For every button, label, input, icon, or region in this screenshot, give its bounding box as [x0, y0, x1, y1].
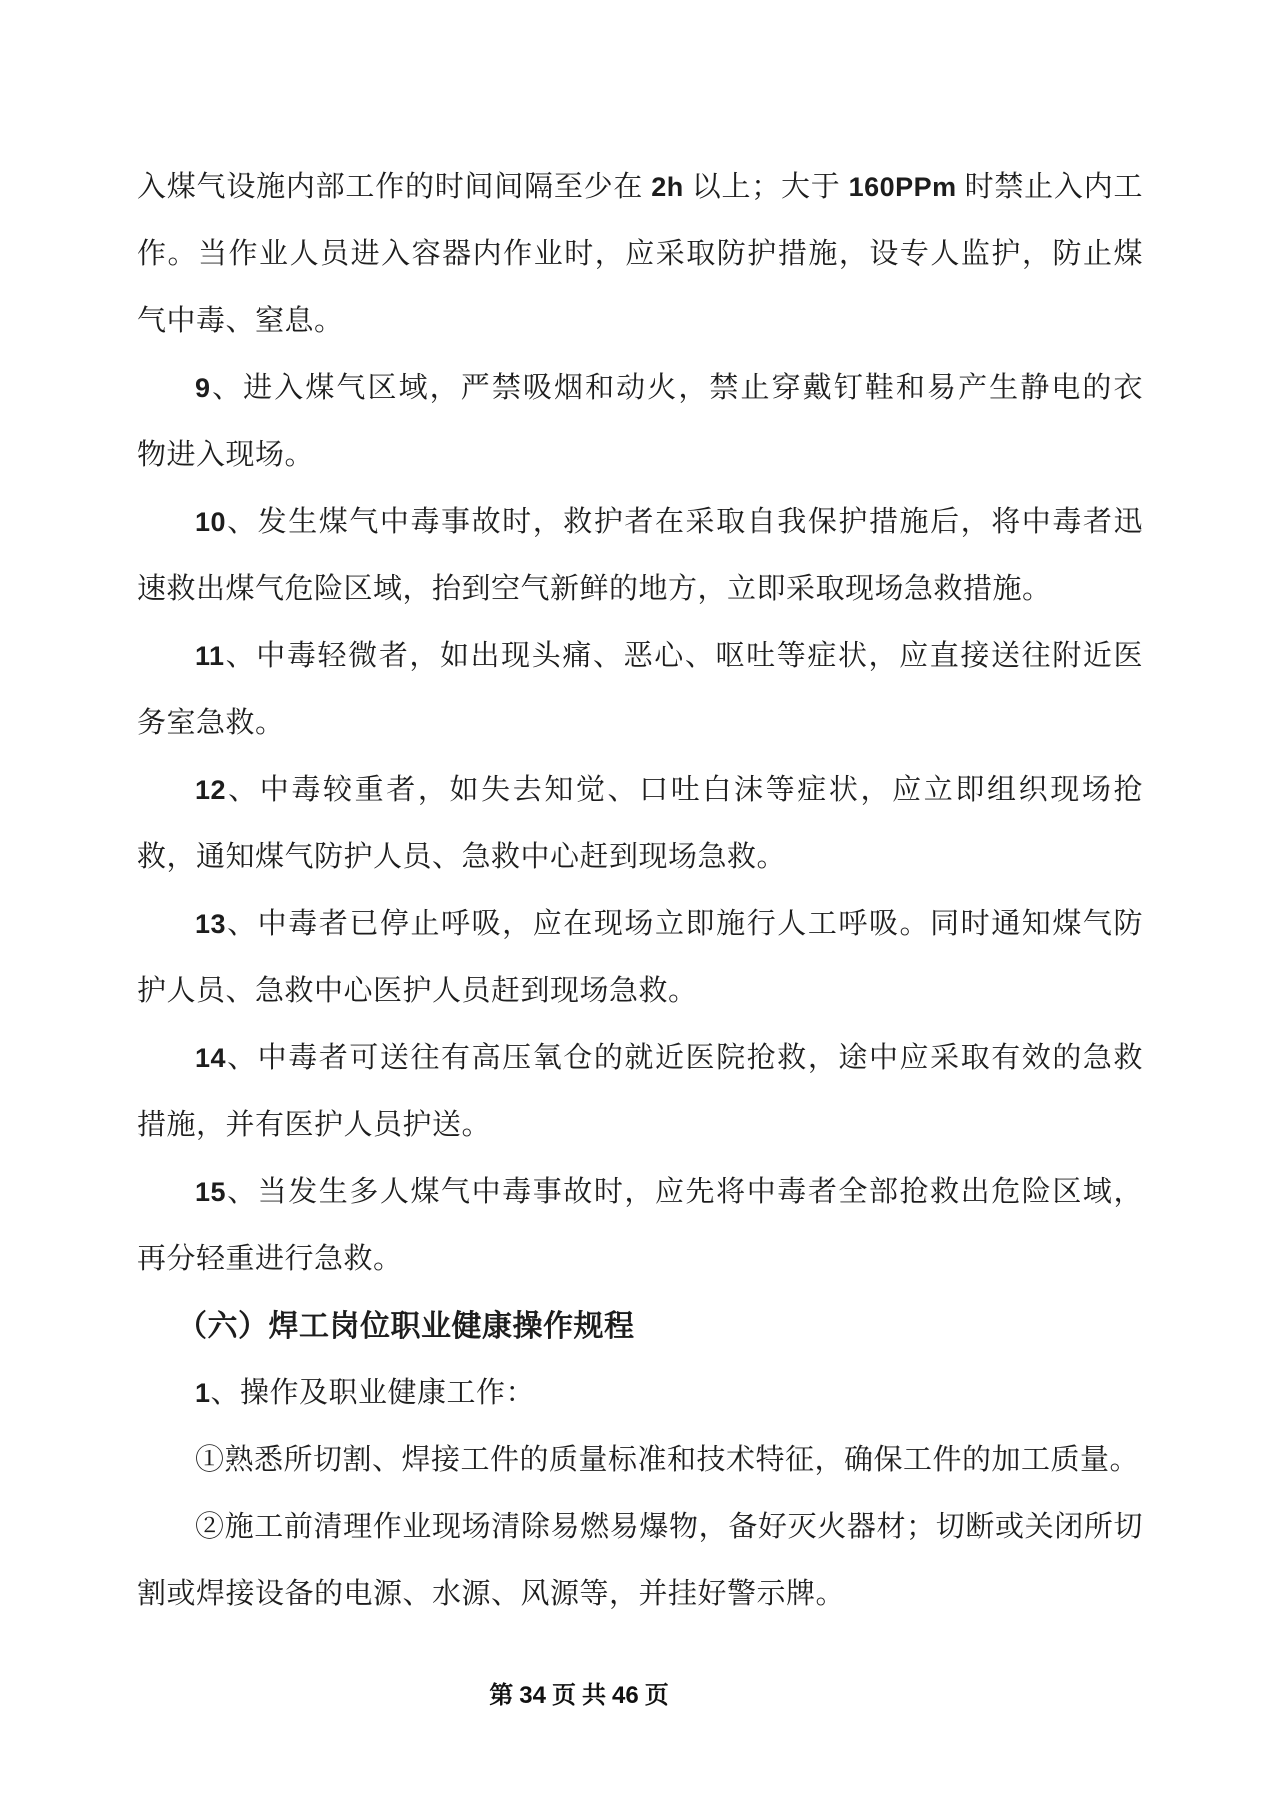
latin-text: 12 [195, 775, 226, 805]
latin-text: 9 [195, 373, 211, 403]
text-line: 再分轻重进行急救。 [137, 1243, 403, 1275]
latin-text: 14 [195, 1043, 226, 1073]
text-line: 速救出煤气危险区域，抬到空气新鲜的地方，立即采取现场急救措施。 [137, 573, 1052, 605]
latin-text: 10 [195, 507, 226, 537]
text-line: 救，通知煤气防护人员、急救中心赶到现场急救。 [137, 841, 787, 873]
latin-text: 34 [519, 1682, 546, 1709]
text-line: 入煤气设施内部工作的时间间隔至少在 2h 以上；大于 160PPm 时禁止入内工 [137, 171, 1143, 203]
text-line: 作。当作业人员进入容器内作业时，应采取防护措施，设专人监护，防止煤 [137, 238, 1143, 270]
latin-text: 2h [651, 172, 684, 202]
text-line: 15、当发生多人煤气中毒事故时，应先将中毒者全部抢救出危险区域， [195, 1176, 1143, 1208]
text-line: 割或焊接设备的电源、水源、风源等，并挂好警示牌。 [137, 1578, 846, 1610]
text-line: 物进入现场。 [137, 439, 315, 471]
text-line: 气中毒、窒息。 [137, 305, 344, 337]
section-heading: （六）焊工岗位职业健康操作规程 [177, 1310, 635, 1343]
text-line: 11、中毒轻微者，如出现头痛、恶心、呕吐等症状，应直接送往附近医 [195, 640, 1143, 672]
text-line: 12、中毒较重者，如失去知觉、口吐白沫等症状，应立即组织现场抢 [195, 774, 1143, 806]
text-line: 1、操作及职业健康工作： [195, 1377, 536, 1409]
text-line: 护人员、急救中心医护人员赶到现场急救。 [137, 975, 698, 1007]
text-line: 9、进入煤气区域，严禁吸烟和动火，禁止穿戴钉鞋和易产生静电的衣 [195, 372, 1143, 404]
document-body [137, 154, 1143, 1628]
latin-text: 46 [612, 1682, 639, 1709]
latin-text: 11 [195, 641, 225, 671]
latin-text: 15 [195, 1177, 226, 1207]
text-line: 务室急救。 [137, 707, 285, 739]
latin-text: 13 [195, 909, 226, 939]
text-line: 措施，并有医护人员护送。 [137, 1109, 492, 1141]
text-line: 10、发生煤气中毒事故时，救护者在采取自我保护措施后，将中毒者迅 [195, 506, 1143, 538]
latin-text: 160PPm [848, 172, 957, 202]
latin-text: 1 [195, 1378, 211, 1408]
text-line: ②施工前清理作业现场清除易燃易爆物，备好灭火器材；切断或关闭所切 [195, 1511, 1143, 1543]
text-line: 13、中毒者已停止呼吸，应在现场立即施行人工呼吸。同时通知煤气防 [195, 908, 1143, 940]
page-footer [0, 1676, 1158, 1716]
text-line: ①熟悉所切割、焊接工件的质量标准和技术特征，确保工件的加工质量。 [195, 1444, 1140, 1476]
text-line: 14、中毒者可送往有高压氧仓的就近医院抢救，途中应采取有效的急救 [195, 1042, 1143, 1074]
page-footer-text: 第 34 页 共 46 页 [489, 1682, 669, 1709]
